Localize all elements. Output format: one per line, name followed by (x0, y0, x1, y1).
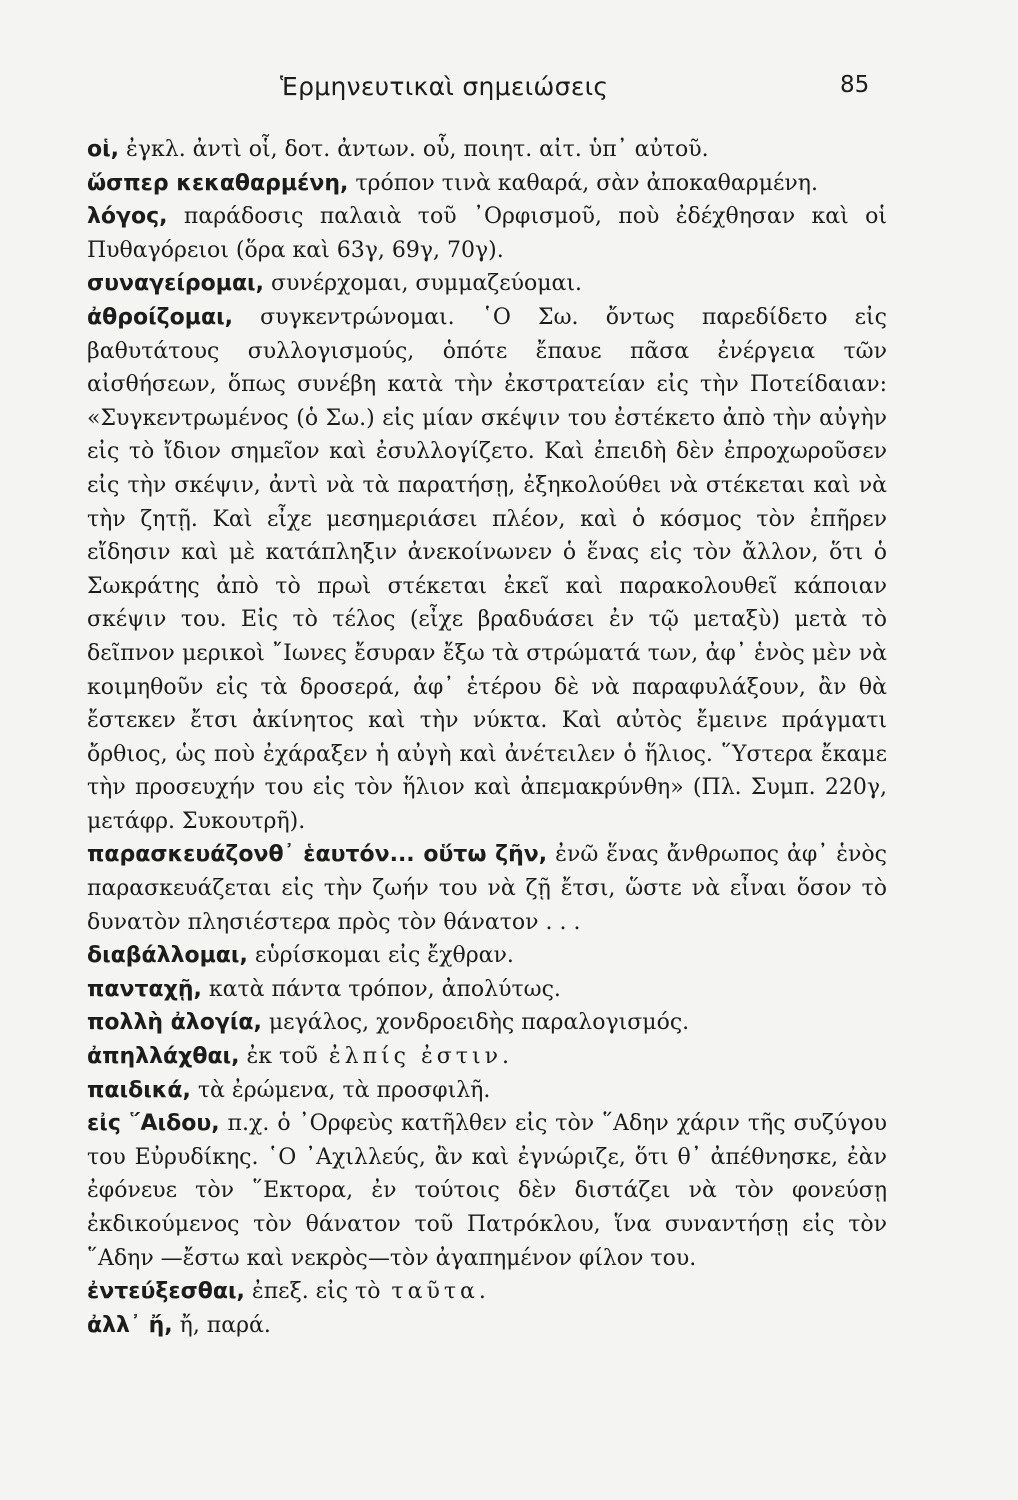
glossary-entry (87, 167, 887, 201)
entry-gloss-spaced: ταῦτα. (380, 1279, 490, 1305)
glossary-entry (87, 1006, 887, 1040)
glossary-entry (87, 301, 887, 839)
glossary-entry (87, 1040, 887, 1074)
page-header (0, 72, 1018, 112)
entry-gloss: συνέρχομαι, συμμαζεύομαι. (264, 271, 582, 297)
glossary-entry (87, 1309, 887, 1343)
entry-term: λόγος, (87, 204, 168, 230)
entry-gloss: κατὰ πάντα τρόπον, ἀπολύτως. (201, 976, 561, 1002)
glossary-entry (87, 267, 887, 301)
entry-gloss: παράδοσις παλαιὰ τοῦ ᾿Ορφισμοῦ, ποὺ ἐδέχθησαν καὶ οἱ Πυθαγόρειοι (ὅρα καὶ 63γ, 69γ, 70γ). (87, 204, 887, 263)
entry-gloss: εὑρίσκομαι εἰς ἔχθραν. (247, 943, 514, 969)
glossary-entry (87, 133, 887, 167)
entry-term: πολλὴ ἀλογία, (87, 1010, 262, 1036)
entry-gloss: ἐνῶ ἕνας ἄνθρωπος ἀφ᾿ ἑνὸς παρασκευάζεται εἰς τὴν ζωήν του νὰ ζῇ ἔτσι, ὥστε νὰ εἶναι ὅσον τὸ δυνατὸν πλησιέστερα πρὸς τὸν θάνατον . . . (87, 842, 887, 935)
entry-gloss: ἤ, παρά. (172, 1312, 271, 1338)
glossary-entry (87, 973, 887, 1007)
entry-gloss: μεγάλος, χονδροειδὴς παραλογισμός. (261, 1010, 690, 1036)
glossary-body (87, 133, 887, 1342)
entry-gloss: τὰ ἐρώμενα, τὰ προσφιλῆ. (190, 1077, 491, 1103)
glossary-entry (87, 939, 887, 973)
entry-gloss: συγκεντρώνομαι. ῾Ο Σω. ὄντως παρεδίδετο εἰς βαθυτάτους συλλογισμούς, ὁπότε ἔπαυε πᾶσα ἐνέργεια τῶν αἰσθήσεων, ὅπως συνέβη κατὰ τὴν ἐκστρατείαν εἰς τὴν Ποτείδαιαν: «Συγκεντρωμένος (ὁ Σω.) εἰς μίαν σκέψιν του ἐστέκετο ἀπὸ τὴν αὐγὴν εἰς τὸ ἴδιον σημεῖον καὶ ἐσυλλογίζετο. Καὶ ἐπειδὴ δὲν ἐπροχωροῦσεν εἰς τὴν σκέψιν, ἀντὶ νὰ τὰ παρατήσῃ, ἐξηκολούθει νὰ στέκεται καὶ νὰ τὴν ζητῇ. Καὶ εἶχε μεσημεριάσει πλέον, καὶ ὁ κόσμος τὸν ἐπῆρεν εἴδησιν καὶ μὲ κατάπληξιν ἀνεκοίνωνεν ὁ ἕνας εἰς τὸν ἄλλον, ὅτι ὁ Σωκράτης ἀπὸ τὸ πρωὶ στέκεται ἐκεῖ καὶ παρακολουθεῖ κάποιαν σκέψιν του. Εἰς τὸ τέλος (εἶχε βραδυάσει ἐν τῷ μεταξὺ) μετὰ τὸ δεῖπνον μερικοὶ ῎Ιωνες ἔσυραν ἔξω τὰ στρώματά των, ἀφ᾿ ἑνὸς μὲν νὰ κοιμηθοῦν εἰς τὰ δροσερά, ἀφ᾿ ἑτέρου δὲ νὰ παραφυλάξουν, ἂν θὰ ἔστεκεν ἔτσι ἀκίνητος καὶ τὴν νύκτα. Καὶ αὐτὸς ἔμεινε πράγματι ὄρθιος, ὡς ποὺ ἐχάραξεν ἡ αὐγὴ καὶ ἀνέτειλεν ὁ ἥλιος. ῞Υστερα ἔκαμε τὴν προσευχήν του εἰς τὸν ἥλιον καὶ ἀπεμακρύνθη» (Πλ. Συμπ. 220γ, μετάφρ. Συκουτρῆ). (87, 304, 887, 834)
entry-gloss: ἐκ τοῦ (239, 1044, 318, 1070)
entry-term: παρασκευάζονθ᾿ ἑαυτόν... οὕτω ζῆν, (87, 842, 548, 868)
entry-term: ἀθροίζομαι, (87, 304, 234, 330)
entry-gloss: ἐγκλ. ἀντὶ οἷ, δοτ. ἀντων. οὗ, ποιητ. αἰτ. ὑπ᾿ αὐτοῦ. (119, 137, 709, 162)
entry-term: ἀπηλλάχθαι, (87, 1044, 240, 1070)
entry-term: παιδικά, (87, 1077, 191, 1103)
glossary-entry (87, 838, 887, 939)
entry-term: διαβάλλομαι, (87, 943, 248, 969)
entry-gloss: τρόπον τινὰ καθαρά, σὰν ἀποκαθαρμένη. (348, 170, 818, 196)
running-title: Ἑρμηνευτικαὶ σημειώσεις (280, 72, 609, 101)
entry-term: ὥσπερ κεκαθαρμένη, (87, 170, 349, 196)
entry-term: συναγείρομαι, (87, 271, 264, 297)
entry-term: ἀλλ᾿ ἤ, (87, 1312, 173, 1338)
glossary-entry (87, 1074, 887, 1108)
glossary-entry (87, 1275, 887, 1309)
entry-term: εἰς ῞Αιδου, (87, 1111, 220, 1137)
page-number: 85 (840, 72, 870, 98)
entry-gloss: π.χ. ὁ ᾿Ορφεὺς κατῆλθεν εἰς τὸν ῞Αδην χάριν τῆς συζύγου του Εὐρυδίκης. ῾Ο ᾿Αχιλλεύς, ἂν καὶ ἐγνώριζε, ὅτι θ᾿ ἀπέθνησκε, ἐὰν ἐφόνευε τὸν ῞Εκτορα, ἐν τούτοις δὲν διστάζει νὰ τὸν φονεύσῃ ἐκδικούμενος τὸν θάνατον τοῦ Πατρόκλου, ἵνα συναντήσῃ εἰς τὸν ῞Αδην —ἔστω καὶ νεκρὸς—τὸν ἀγαπημένον φίλον του. (87, 1111, 887, 1271)
glossary-entry (87, 1107, 887, 1275)
glossary-entry (39, 200, 887, 267)
entry-term: οἱ, (87, 137, 120, 162)
entry-gloss: ἐπεξ. εἰς τὸ (244, 1279, 381, 1305)
entry-gloss-spaced: ἐλπίς ἐστιν. (317, 1044, 513, 1070)
entry-term: πανταχῇ, (87, 976, 202, 1002)
entry-term: ἐντεύξεσθαι, (87, 1279, 245, 1305)
